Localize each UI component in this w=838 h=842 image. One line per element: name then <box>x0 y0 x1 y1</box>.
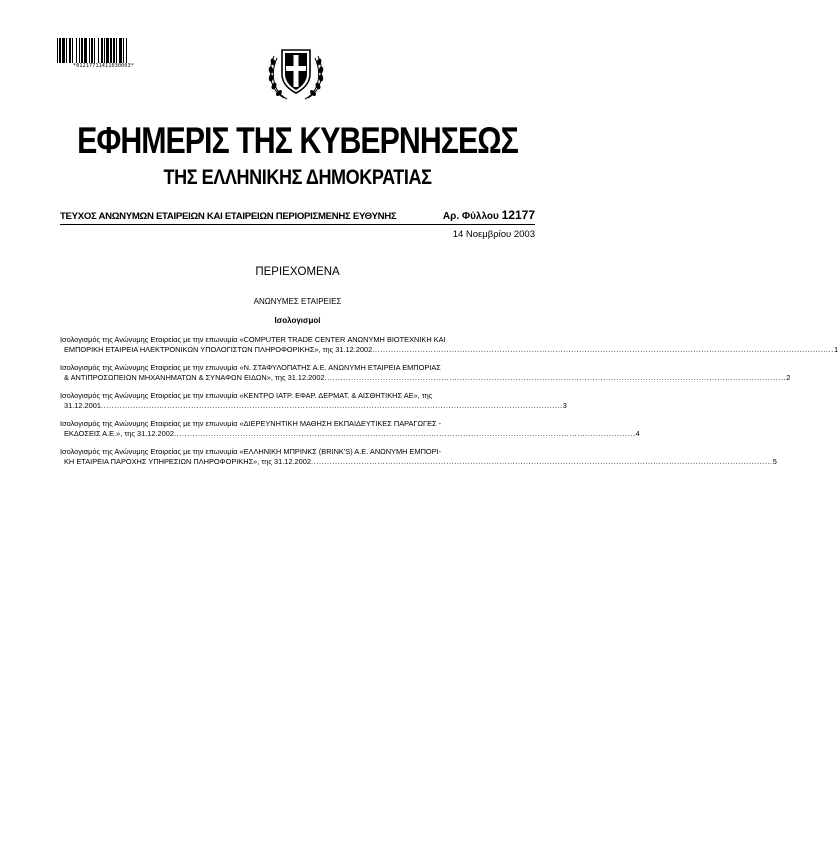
toc-entry[interactable] <box>60 419 640 439</box>
issue-date: 14 Νοεμβρίου 2003 <box>452 229 535 240</box>
contents-title: ΠΕΡΙΕΧΟΜΕΝΑ <box>255 266 340 278</box>
toc-entry-line2: ΕΚΔΟΣΕΙΣ Α.Ε.», της 31.12.2002 <box>64 429 174 438</box>
toc-entry-line1: Ισολογισμός της Ανώνυμης Εταιρείας με την επωνυμία «COMPUTER TRADE CENTER ΑΝΩΝΥΜΗ ΒΙΟΤΕΧΝΙΚΗ ΚΑΙ <box>60 335 446 344</box>
barcode-bar <box>104 38 105 63</box>
subsection-heading: Ισολογισμοί <box>274 316 321 325</box>
barcode-bar <box>69 38 71 63</box>
barcode-bar <box>66 38 67 63</box>
barcode-bar <box>110 38 112 63</box>
toc-entry[interactable] <box>60 447 777 467</box>
toc-leader-dots: .............................................................................................................................................................................. <box>324 373 787 382</box>
barcode-bar <box>76 38 77 63</box>
barcode-bars <box>57 38 150 63</box>
toc-entry-last-line <box>60 373 791 383</box>
barcode-bar <box>101 38 103 63</box>
toc-entry-line1: Ισολογισμός της Ανώνυμης Εταιρείας με την επωνυμία «ΚΕΝΤΡΟ ΙΑΤΡ. ΕΦΑΡ. ΔΕΡΜΑΤ. & ΑΙΣΘΗΤΙΚΗΣ ΑΕ», της <box>60 391 433 400</box>
toc-leader-dots: .............................................................................................................................................................................. <box>311 457 773 466</box>
toc-entry-last-line <box>60 345 838 355</box>
barcode-bar <box>113 38 115 63</box>
sheet-number: 12177 <box>501 208 535 222</box>
toc-entry-line2: ΚΗ ΕΤΑΙΡΕΙΑ ΠΑΡΟΧΗΣ ΥΠΗΡΕΣΙΩΝ ΠΛΗΡΟΦΟΡΙΚΗΣ», της 31.12.2002 <box>64 457 311 466</box>
barcode <box>57 38 150 69</box>
toc-page-number: 1 <box>833 345 838 354</box>
toc-entry-line1: Ισολογισμός της Ανώνυμης Εταιρείας με την επωνυμία «ΕΛΛΗΝΙΚΗ ΜΠΡΙΝΚΣ (BRINK'S) Α.Ε. ΑΝΩΝΥΜΗ ΕΜΠΟΡΙ- <box>60 447 442 456</box>
barcode-text: *01217711411030003* <box>73 63 134 69</box>
sheet-number-block <box>443 208 535 222</box>
barcode-bar <box>57 38 58 63</box>
toc-entry-line2: 31.12.2001 <box>64 401 101 410</box>
sheet-label: Αρ. Φύλλου <box>442 211 499 222</box>
barcode-bar <box>81 38 83 63</box>
barcode-bar <box>91 38 93 63</box>
barcode-bar <box>72 38 73 63</box>
toc-page-number: 4 <box>635 429 640 438</box>
barcode-bar <box>119 38 122 63</box>
toc-leader-dots: .............................................................................................................................................................................. <box>101 401 563 410</box>
issue-series: ΤΕΥΧΟΣ ΑΝΩΝΥΜΩΝ ΕΤΑΙΡΕΙΩΝ ΚΑΙ ΕΤΑΙΡΕΙΩΝ ΠΕΡΙΟΡΙΣΜΕΝΗΣ ΕΥΘΥΝΗΣ <box>60 211 397 222</box>
toc-leader-dots: .............................................................................................................................................................................. <box>173 429 636 438</box>
toc-entry-line1: Ισολογισμός της Ανώνυμης Εταιρείας με την επωνυμία «Ν. ΣΤΑΦΥΛΟΠΑΤΗΣ Α.Ε. ΑΝΩΝΥΜΗ ΕΤΑΙΡΕΙΑ ΕΜΠΟΡΙΑΣ <box>60 363 441 372</box>
barcode-bar <box>116 38 117 63</box>
barcode-bar <box>98 38 99 63</box>
toc-entry-line1: Ισολογισμός της Ανώνυμης Εταιρείας με την επωνυμία «ΔΙΕΡΕΥΝΗΤΙΚΗ ΜΑΘΗΣΗ ΕΚΠΑΙΔΕΥΤΙΚΕΣ ΠΑΡΑΓΩΓΕΣ - <box>60 419 442 428</box>
table-of-contents <box>60 335 838 475</box>
toc-page-number: 5 <box>772 457 777 466</box>
toc-entry-last-line <box>60 401 567 411</box>
toc-entry-last-line <box>60 429 640 439</box>
toc-entry[interactable] <box>60 363 791 383</box>
barcode-bar <box>89 38 90 63</box>
toc-entry[interactable] <box>60 335 838 355</box>
barcode-bar <box>123 38 124 63</box>
toc-page-number: 3 <box>562 401 567 410</box>
toc-entry-line2: ΕΜΠΟΡΙΚΗ ΕΤΑΙΡΕΙΑ ΗΛΕΚΤΡΟΝΙΚΩΝ ΥΠΟΛΟΓΙΣΤΩΝ ΠΛΗΡΟΦΟΡΙΚΗΣ», της 31.12.2002 <box>64 345 373 354</box>
barcode-bar <box>106 38 109 63</box>
barcode-bar <box>79 38 80 63</box>
toc-entry-last-line <box>60 457 777 467</box>
issue-header <box>60 210 535 225</box>
gazette-title: ΕΦΗΜΕΡΙΣ ΤΗΣ ΚΥΒΕΡΝΗΣΕΩΣ <box>77 120 518 161</box>
toc-leader-dots: .............................................................................................................................................................................. <box>372 345 834 354</box>
toc-entry[interactable] <box>60 391 567 411</box>
toc-entry-line2: & ΑΝΤΙΠΡΟΣΩΠΕΙΩΝ ΜΗΧΑΝΗΜΑΤΩΝ & ΣΥΝΑΦΩΝ ΕΙΔΩΝ», της 31.12.2002 <box>64 373 325 382</box>
toc-page-number: 2 <box>786 373 791 382</box>
barcode-bar <box>59 38 61 63</box>
coat-of-arms-emblem <box>264 42 328 102</box>
barcode-bar <box>84 38 87 63</box>
section-heading: ΑΝΩΝΥΜΕΣ ΕΤΑΙΡΕΙΕΣ <box>253 297 342 306</box>
barcode-bar <box>94 38 95 63</box>
barcode-bar <box>126 38 127 63</box>
barcode-bar <box>62 38 65 63</box>
gazette-subtitle: ΤΗΣ ΕΛΛΗΝΙΚΗΣ ΔΗΜΟΚΡΑΤΙΑΣ <box>163 166 432 189</box>
